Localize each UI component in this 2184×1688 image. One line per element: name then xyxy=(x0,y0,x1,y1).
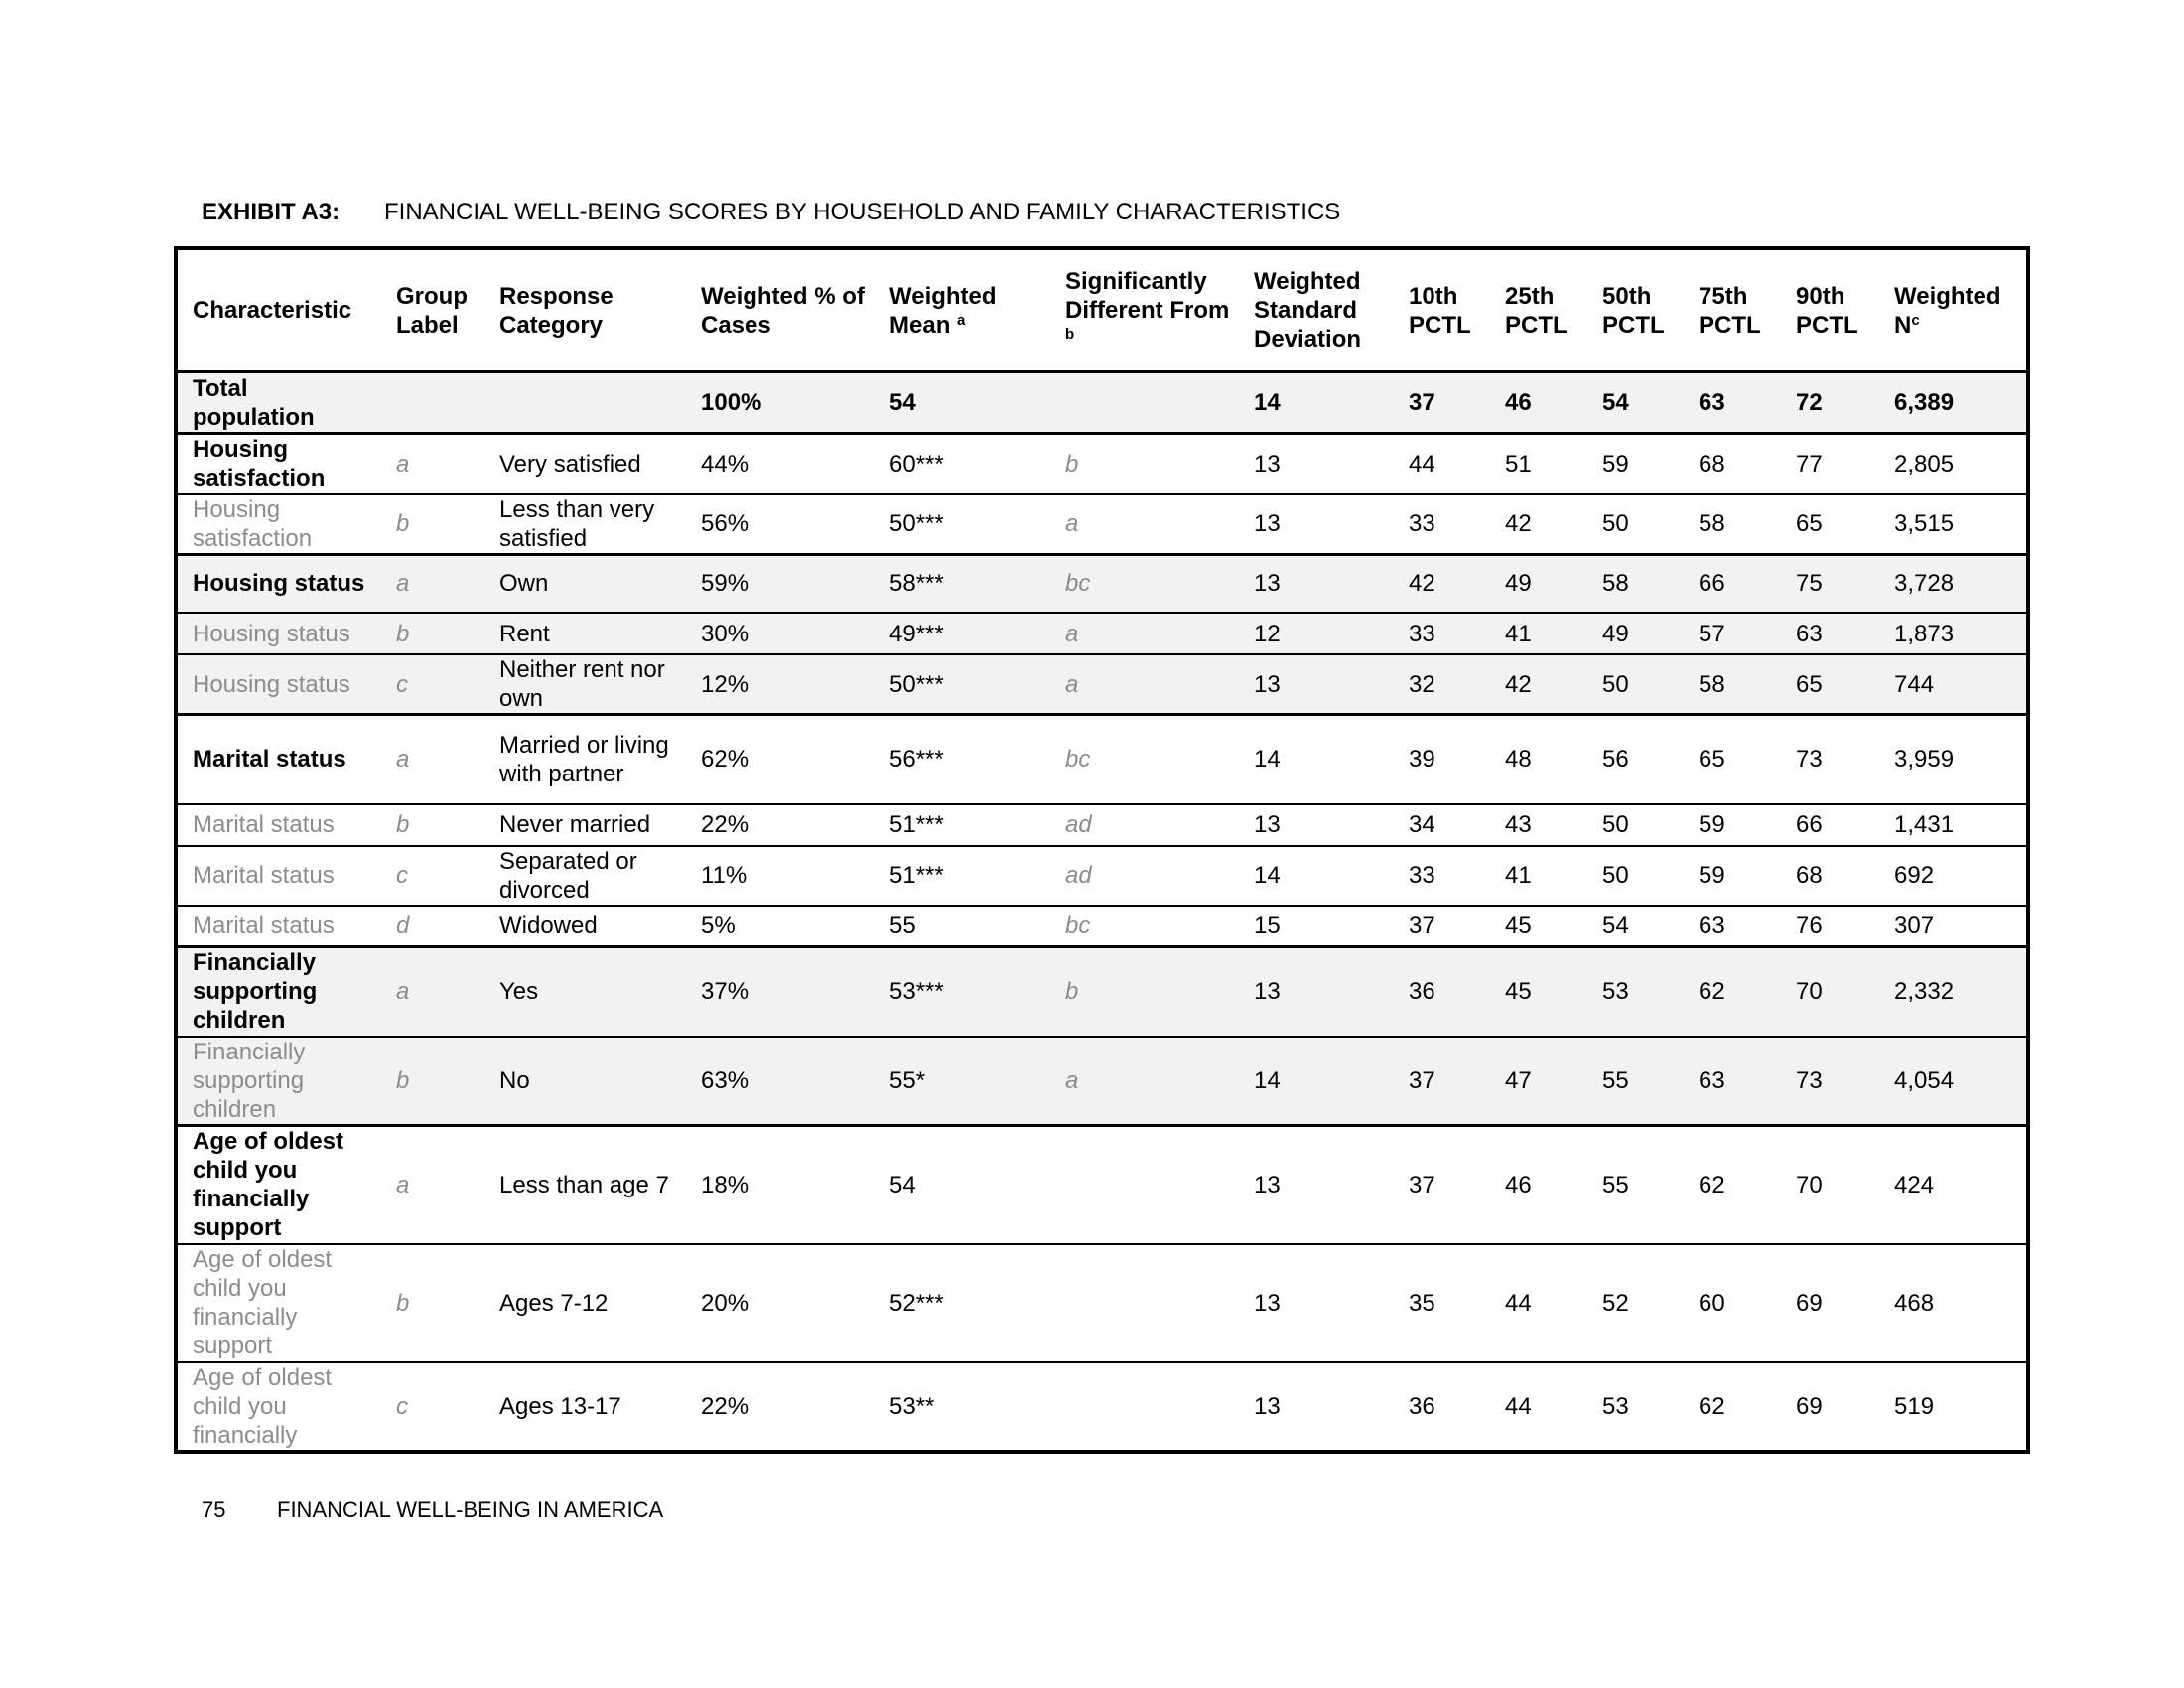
cell-sig-diff: a xyxy=(1065,510,1079,537)
cell-weighted-n: 2,332 xyxy=(1879,947,2028,1037)
cell-p25: 45 xyxy=(1505,912,1532,939)
cell-weighted-n: 424 xyxy=(1894,1171,1935,1198)
cell-weighted-mean: 50*** xyxy=(889,510,944,537)
cell-weighted-n: 1,873 xyxy=(1879,613,2028,654)
cell-p25: 42 xyxy=(1505,510,1532,537)
cell-weighted-pct: 18% xyxy=(701,1171,750,1198)
cell-p50: 50 xyxy=(1587,654,1684,715)
cell-weighted-pct: 30% xyxy=(686,613,875,654)
table-row xyxy=(176,804,2028,846)
cell-p10: 33 xyxy=(1394,613,1490,654)
cell-p50: 56 xyxy=(1602,746,1629,774)
cell-weighted-n: 3,515 xyxy=(1894,510,1955,537)
cell-group-label: a xyxy=(396,746,410,774)
cell-group-label: b xyxy=(381,613,484,654)
cell-weighted-mean: 55* xyxy=(875,1037,1050,1126)
cell-weighted-pct: 44% xyxy=(701,450,750,478)
cell-p75: 63 xyxy=(1699,912,1725,939)
cell-weighted-sd: 13 xyxy=(1254,1392,1281,1420)
table-row xyxy=(176,613,2028,654)
cell-response: Very satisfied xyxy=(499,450,641,478)
cell-response: Less than age 7 xyxy=(499,1171,669,1198)
cell-weighted-n: 6,389 xyxy=(1879,372,2028,434)
cell-p90: 65 xyxy=(1796,510,1823,537)
cell-weighted-n: 3,728 xyxy=(1879,554,2028,613)
cell-characteristic: Housing status xyxy=(176,554,381,613)
cell-p50: 50 xyxy=(1602,811,1629,838)
cell-weighted-sd: 12 xyxy=(1239,613,1394,654)
cell-p75: 57 xyxy=(1684,613,1781,654)
cell-group-label xyxy=(381,372,484,434)
cell-response xyxy=(484,372,686,434)
cell-sig-diff: bc xyxy=(1050,554,1239,613)
cell-group-label: a xyxy=(396,1171,410,1198)
cell-p75: 68 xyxy=(1699,450,1725,478)
cell-p90: 68 xyxy=(1796,862,1823,889)
cell-p50: 54 xyxy=(1587,372,1684,434)
cell-weighted-pct: 100% xyxy=(686,372,875,434)
cell-p75: 66 xyxy=(1684,554,1781,613)
cell-group-label: b xyxy=(381,1037,484,1126)
cell-weighted-pct: 63% xyxy=(686,1037,875,1126)
cell-characteristic: Marital status xyxy=(193,912,335,939)
table-row xyxy=(176,947,2028,1037)
cell-sig-diff: a xyxy=(1050,654,1239,715)
cell-weighted-sd: 13 xyxy=(1239,654,1394,715)
cell-response: No xyxy=(484,1037,686,1126)
cell-weighted-sd: 13 xyxy=(1254,1289,1281,1317)
cell-weighted-pct: 20% xyxy=(701,1289,750,1317)
cell-weighted-mean: 58*** xyxy=(875,554,1050,613)
cell-p10: 37 xyxy=(1409,912,1435,939)
cell-characteristic: Housing status xyxy=(176,654,381,715)
cell-characteristic: Marital status xyxy=(193,746,346,774)
cell-p90: 70 xyxy=(1796,1171,1823,1198)
cell-weighted-mean: 54 xyxy=(889,1171,916,1198)
cell-sig-diff: b xyxy=(1050,947,1239,1037)
cell-characteristic: Age of oldest child you financially support xyxy=(193,1128,344,1242)
cell-weighted-n: 4,054 xyxy=(1879,1037,2028,1126)
cell-response: Own xyxy=(484,554,686,613)
cell-p25: 44 xyxy=(1505,1392,1532,1420)
cell-p10: 42 xyxy=(1394,554,1490,613)
cell-weighted-pct: 11% xyxy=(701,862,748,889)
cell-p50: 55 xyxy=(1602,1171,1629,1198)
table-row xyxy=(176,846,2028,906)
cell-weighted-sd: 14 xyxy=(1239,372,1394,434)
cell-weighted-sd: 13 xyxy=(1239,554,1394,613)
cell-weighted-sd: 14 xyxy=(1239,1037,1394,1126)
cell-p90: 69 xyxy=(1796,1289,1823,1317)
cell-p90: 66 xyxy=(1796,811,1823,838)
header-weighted-n: Weighted $N^c$ xyxy=(1879,248,2028,372)
exhibit-heading: FINANCIAL WELL-BEING SCORES BY HOUSEHOLD AND FAMILY CHARACTERISTICS xyxy=(384,199,1341,225)
cell-weighted-n: 744 xyxy=(1879,654,2028,715)
cell-p50: 53 xyxy=(1602,1392,1629,1420)
cell-p75: 59 xyxy=(1699,811,1725,838)
cell-p75: 58 xyxy=(1699,510,1725,537)
cell-p25: 41 xyxy=(1505,862,1532,889)
cell-p90: 63 xyxy=(1781,613,1879,654)
cell-weighted-sd: 13 xyxy=(1254,510,1281,537)
cell-response: Rent xyxy=(484,613,686,654)
cell-weighted-mean: 49*** xyxy=(875,613,1050,654)
cell-p10: 32 xyxy=(1394,654,1490,715)
cell-p25: 42 xyxy=(1490,654,1587,715)
cell-p10: 34 xyxy=(1409,811,1435,838)
cell-group-label: a xyxy=(396,450,410,478)
cell-response: Yes xyxy=(484,947,686,1037)
cell-weighted-pct: 22% xyxy=(701,1392,750,1420)
cell-weighted-pct: 62% xyxy=(701,746,750,774)
table-row xyxy=(176,494,2028,555)
cell-p25: 51 xyxy=(1505,450,1532,478)
cell-weighted-mean: 55 xyxy=(889,912,916,939)
cell-p90: 75 xyxy=(1781,554,1879,613)
cell-sig-diff: b xyxy=(1065,450,1079,478)
cell-p90: 70 xyxy=(1781,947,1879,1037)
cell-p25: 49 xyxy=(1490,554,1587,613)
cell-weighted-mean: 53*** xyxy=(875,947,1050,1037)
cell-response: Less than very satisfied xyxy=(499,495,655,552)
table-row xyxy=(176,906,2028,947)
cell-group-label: c xyxy=(396,862,408,889)
cell-weighted-mean: 54 xyxy=(875,372,1050,434)
cell-group-label: c xyxy=(381,654,484,715)
cell-characteristic: Total population xyxy=(176,372,381,434)
cell-p50: 49 xyxy=(1587,613,1684,654)
cell-sig-diff: ad xyxy=(1065,862,1092,889)
total-row xyxy=(176,372,2028,434)
cell-p50: 55 xyxy=(1587,1037,1684,1126)
cell-p10: 36 xyxy=(1394,947,1490,1037)
cell-p10: 37 xyxy=(1394,372,1490,434)
cell-p50: 53 xyxy=(1587,947,1684,1037)
cell-p50: 59 xyxy=(1602,450,1629,478)
exhibit-title xyxy=(202,199,1340,226)
cell-p10: 35 xyxy=(1409,1289,1435,1317)
cell-weighted-sd: 13 xyxy=(1254,811,1281,838)
cell-p90: 69 xyxy=(1796,1392,1823,1420)
cell-characteristic: Housing status xyxy=(176,613,381,654)
cell-weighted-sd: 13 xyxy=(1254,1171,1281,1198)
cell-p75: 63 xyxy=(1684,372,1781,434)
cell-weighted-pct: 59% xyxy=(686,554,875,613)
cell-weighted-n: 1,431 xyxy=(1894,811,1955,838)
cell-weighted-mean: 50*** xyxy=(875,654,1050,715)
cell-p50: 54 xyxy=(1602,912,1629,939)
cell-response: Neither rent nor own xyxy=(484,654,686,715)
cell-p10: 33 xyxy=(1409,510,1435,537)
cell-p75: 60 xyxy=(1699,1289,1725,1317)
table-body xyxy=(176,372,2028,1452)
header-p25: 25th PCTL xyxy=(1490,248,1587,372)
cell-p75: 62 xyxy=(1699,1171,1725,1198)
cell-sig-diff: bc xyxy=(1065,912,1091,939)
page-number: 75 xyxy=(202,1497,226,1522)
cell-weighted-mean: 56*** xyxy=(889,746,944,774)
header-p75: 75th PCTL xyxy=(1684,248,1781,372)
cell-p50: 50 xyxy=(1602,510,1629,537)
cell-p25: 44 xyxy=(1505,1289,1532,1317)
header-p90: 90th PCTL xyxy=(1781,248,1879,372)
cell-response: Married or living with partner xyxy=(499,731,669,787)
cell-p10: 39 xyxy=(1409,746,1435,774)
cell-characteristic: Marital status xyxy=(193,811,335,838)
cell-sig-diff: a xyxy=(1050,613,1239,654)
cell-weighted-mean: 51*** xyxy=(889,811,944,838)
cell-weighted-n: 2,805 xyxy=(1894,450,1955,478)
cell-weighted-mean: 51*** xyxy=(889,862,944,889)
cell-weighted-pct: 37% xyxy=(686,947,875,1037)
cell-p90: 76 xyxy=(1796,912,1823,939)
cell-p50: 58 xyxy=(1587,554,1684,613)
cell-response: Separated or divorced xyxy=(499,847,637,904)
cell-p10: 33 xyxy=(1409,862,1435,889)
cell-p75: 65 xyxy=(1699,746,1725,774)
header-row xyxy=(176,248,2028,372)
cell-sig-diff xyxy=(1050,372,1239,434)
cell-weighted-pct: 56% xyxy=(701,510,750,537)
cell-p10: 37 xyxy=(1409,1171,1435,1198)
cell-characteristic: Age of oldest child you financially xyxy=(193,1363,333,1449)
table-row xyxy=(176,554,2028,613)
cell-weighted-sd: 14 xyxy=(1254,862,1281,889)
cell-weighted-n: 692 xyxy=(1894,862,1935,889)
table-row xyxy=(176,1244,2028,1362)
cell-p25: 46 xyxy=(1505,1171,1532,1198)
header-weighted-pct: Weighted % of Cases xyxy=(686,248,875,372)
cell-weighted-mean: 53** xyxy=(889,1392,935,1420)
cell-response: Ages 7-12 xyxy=(499,1289,609,1317)
cell-p75: 59 xyxy=(1699,862,1725,889)
header-weighted-sd: Weighted Standard Deviation xyxy=(1239,248,1394,372)
header-characteristic: Characteristic xyxy=(176,248,381,372)
cell-characteristic: Age of oldest child you financially support xyxy=(193,1246,333,1359)
header-p10: 10th PCTL xyxy=(1394,248,1490,372)
cell-weighted-pct: 22% xyxy=(701,811,750,838)
cell-characteristic: Financially supporting children xyxy=(176,1037,381,1126)
cell-characteristic: Housing satisfaction xyxy=(193,436,326,492)
cell-weighted-n: 468 xyxy=(1894,1289,1935,1317)
cell-group-label: c xyxy=(396,1392,408,1420)
cell-response: Ages 13-17 xyxy=(499,1392,621,1420)
header-response-category: Response Category xyxy=(484,248,686,372)
table-row xyxy=(176,434,2028,494)
cell-characteristic: Marital status xyxy=(193,862,335,889)
cell-sig-diff xyxy=(1050,1362,1239,1452)
cell-weighted-n: 3,959 xyxy=(1894,746,1955,774)
cell-p25: 46 xyxy=(1490,372,1587,434)
cell-p10: 44 xyxy=(1409,450,1435,478)
cell-p25: 47 xyxy=(1490,1037,1587,1126)
cell-p90: 72 xyxy=(1781,372,1879,434)
footer-title: FINANCIAL WELL-BEING IN AMERICA xyxy=(277,1497,664,1522)
cell-response: Never married xyxy=(499,811,651,838)
cell-characteristic: Financially supporting children xyxy=(176,947,381,1037)
cell-group-label: b xyxy=(396,811,410,838)
table-row xyxy=(176,1126,2028,1244)
header-group-label: Group Label xyxy=(381,248,484,372)
cell-p75: 63 xyxy=(1684,1037,1781,1126)
cell-weighted-n: 519 xyxy=(1894,1392,1935,1420)
cell-group-label: b xyxy=(396,1289,410,1317)
cell-p25: 43 xyxy=(1505,811,1532,838)
cell-p90: 73 xyxy=(1781,1037,1879,1126)
table-row xyxy=(176,1037,2028,1126)
cell-group-label: d xyxy=(396,912,410,939)
cell-sig-diff: a xyxy=(1050,1037,1239,1126)
cell-p25: 41 xyxy=(1490,613,1587,654)
cell-p10: 37 xyxy=(1394,1037,1490,1126)
cell-p90: 77 xyxy=(1796,450,1823,478)
cell-group-label: b xyxy=(396,510,410,537)
cell-response: Widowed xyxy=(499,912,598,939)
cell-sig-diff xyxy=(1050,1244,1239,1362)
cell-p75: 58 xyxy=(1684,654,1781,715)
cell-weighted-sd: 13 xyxy=(1254,450,1281,478)
cell-sig-diff: bc xyxy=(1065,746,1091,774)
cell-p75: 62 xyxy=(1699,1392,1725,1420)
cell-p75: 62 xyxy=(1684,947,1781,1037)
cell-group-label: a xyxy=(381,554,484,613)
cell-group-label: a xyxy=(381,947,484,1037)
cell-weighted-n: 307 xyxy=(1894,912,1935,939)
cell-p25: 48 xyxy=(1505,746,1532,774)
data-table xyxy=(174,246,2030,1454)
table-row xyxy=(176,654,2028,715)
cell-p90: 73 xyxy=(1796,746,1823,774)
cell-p10: 36 xyxy=(1409,1392,1435,1420)
cell-p50: 50 xyxy=(1602,862,1629,889)
cell-sig-diff: ad xyxy=(1065,811,1092,838)
header-sig-diff: Significantly Different From $^b$ xyxy=(1050,248,1239,372)
cell-weighted-sd: 14 xyxy=(1254,746,1281,774)
page-footer xyxy=(202,1497,663,1523)
cell-weighted-pct: 12% xyxy=(686,654,875,715)
cell-characteristic: Housing satisfaction xyxy=(193,495,313,552)
cell-p25: 45 xyxy=(1490,947,1587,1037)
cell-p90: 65 xyxy=(1781,654,1879,715)
cell-sig-diff xyxy=(1050,1126,1239,1244)
header-p50: 50th PCTL xyxy=(1587,248,1684,372)
cell-weighted-pct: 5% xyxy=(701,912,736,939)
table-row xyxy=(176,1362,2028,1452)
header-weighted-mean: Weighted Mean $^a$ xyxy=(875,248,1050,372)
cell-weighted-mean: 60*** xyxy=(889,450,944,478)
cell-p50: 52 xyxy=(1602,1289,1629,1317)
cell-weighted-sd: 13 xyxy=(1239,947,1394,1037)
exhibit-label: EXHIBIT A3: xyxy=(202,199,341,225)
cell-weighted-sd: 15 xyxy=(1254,912,1281,939)
table-row xyxy=(176,715,2028,804)
cell-weighted-mean: 52*** xyxy=(889,1289,944,1317)
